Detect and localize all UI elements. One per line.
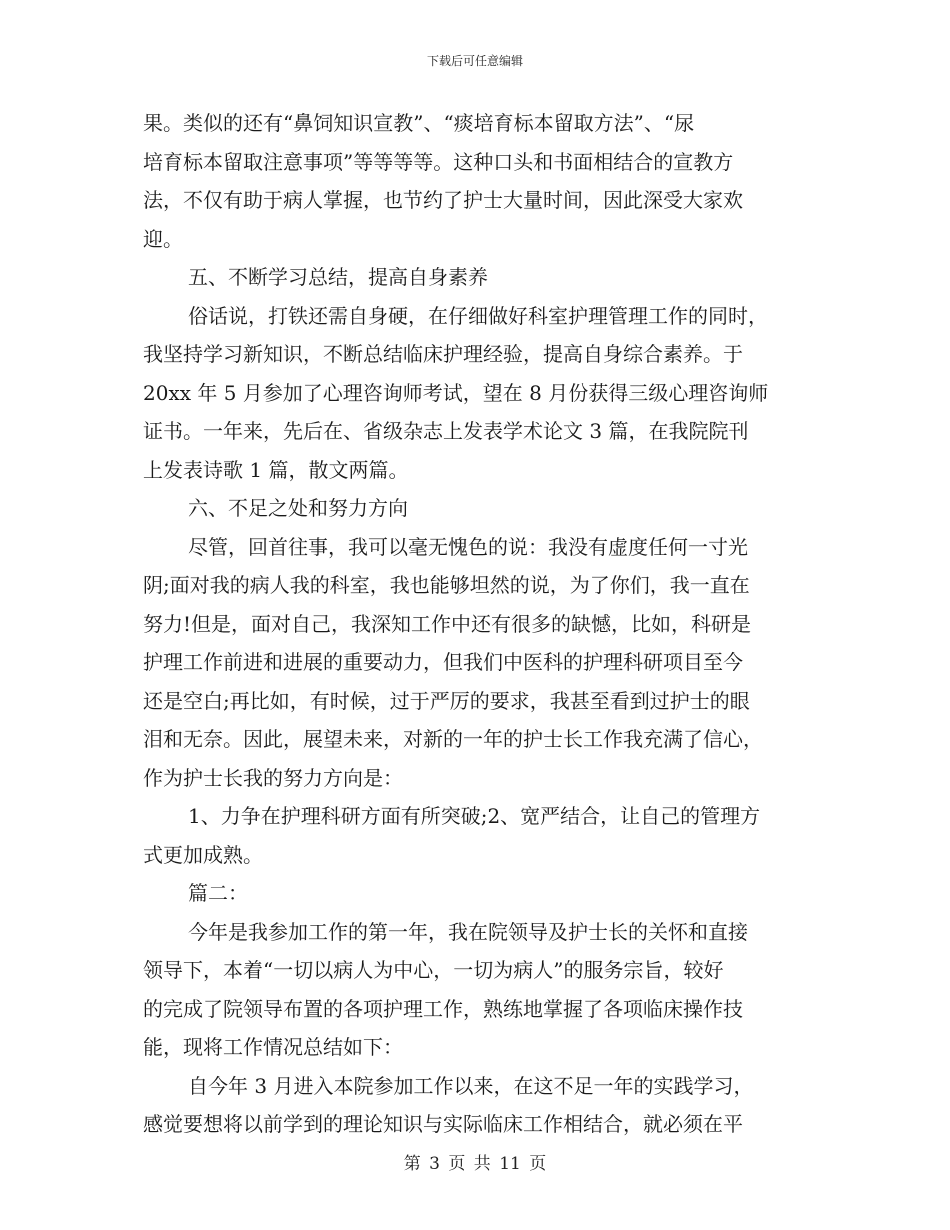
text-line: 1、力争在护理科研方面有所突破;2、宽严结合，让自己的管理方 [188, 804, 761, 828]
document-body [143, 104, 803, 1144]
text-line: 五、不断学习总结，提高自身素养 [188, 265, 488, 289]
text-line: 今年是我参加工作的第一年，我在院领导及护士长的关怀和直接 [188, 919, 748, 944]
text-line: 俗话说，打铁还需自身硬，在仔细做好科室护理管理工作的同时， [188, 303, 768, 328]
text-line: 努力!但是，面对自己，我深知工作中还有很多的缺憾，比如，科研是 [143, 611, 752, 636]
text-line: 还是空白;再比如，有时候，过于严厉的要求，我甚至看到过护士的眼 [143, 688, 750, 713]
text-line: 篇二： [188, 881, 248, 905]
text-line: 阴;面对我的病人我的科室，我也能够坦然的说，为了你们，我一直在 [143, 573, 750, 597]
text-line: 六、不足之处和努力方向 [188, 496, 408, 520]
text-line: 领导下，本着“一切以病人为中心，一切为病人”的服务宗旨，较好 [143, 958, 724, 982]
text-line: 自今年 3 月进入本院参加工作以来，在这不足一年的实践学习， [188, 1073, 754, 1098]
text-line: 感觉要想将以前学到的理论知识与实际临床工作相结合，就必须在平 [143, 1112, 743, 1136]
text-line: 法，不仅有助于病人掌握，也节约了护士大量时间，因此深受大家欢 [143, 188, 743, 212]
text-line: 作为护士长我的努力方向是： [143, 765, 403, 790]
text-line: 果。类似的还有“鼻饲知识宣教”、“痰培育标本留取方法”、“尿 [143, 111, 695, 135]
text-line: 能，现将工作情况总结如下： [143, 1035, 403, 1059]
text-line: 我坚持学习新知识，不断总结临床护理经验，提高自身综合素养。于 [143, 342, 743, 366]
text-line: 20xx 年 5 月参加了心理咨询师考试，望在 8 月份获得三级心理咨询师 [143, 380, 769, 405]
page-footer: 第 3 页 共 11 页 [403, 1154, 547, 1174]
text-line: 上发表诗歌 1 篇，散文两篇。 [143, 457, 409, 482]
text-line: 迎。 [143, 226, 183, 251]
page-header: 下载后可任意编辑 [426, 54, 523, 68]
text-line: 护理工作前进和进展的重要动力，但我们中医科的护理科研项目至今 [143, 650, 743, 674]
text-line: 尽管，回首往事，我可以毫无愧色的说：我没有虚度任何一寸光 [188, 534, 748, 559]
text-line: 的完成了院领导布置的各项护理工作，熟练地掌握了各项临床操作技 [143, 996, 743, 1021]
text-line: 式更加成熟。 [143, 842, 263, 867]
text-line: 培育标本留取注意事项”等等等等。这种口头和书面相结合的宣教方 [143, 149, 734, 174]
text-line: 证书。一年来，先后在、省级杂志上发表学术论文 3 篇，在我院院刊 [143, 419, 749, 443]
text-line: 泪和无奈。因此，展望未来，对新的一年的护士长工作我充满了信心， [143, 727, 763, 751]
